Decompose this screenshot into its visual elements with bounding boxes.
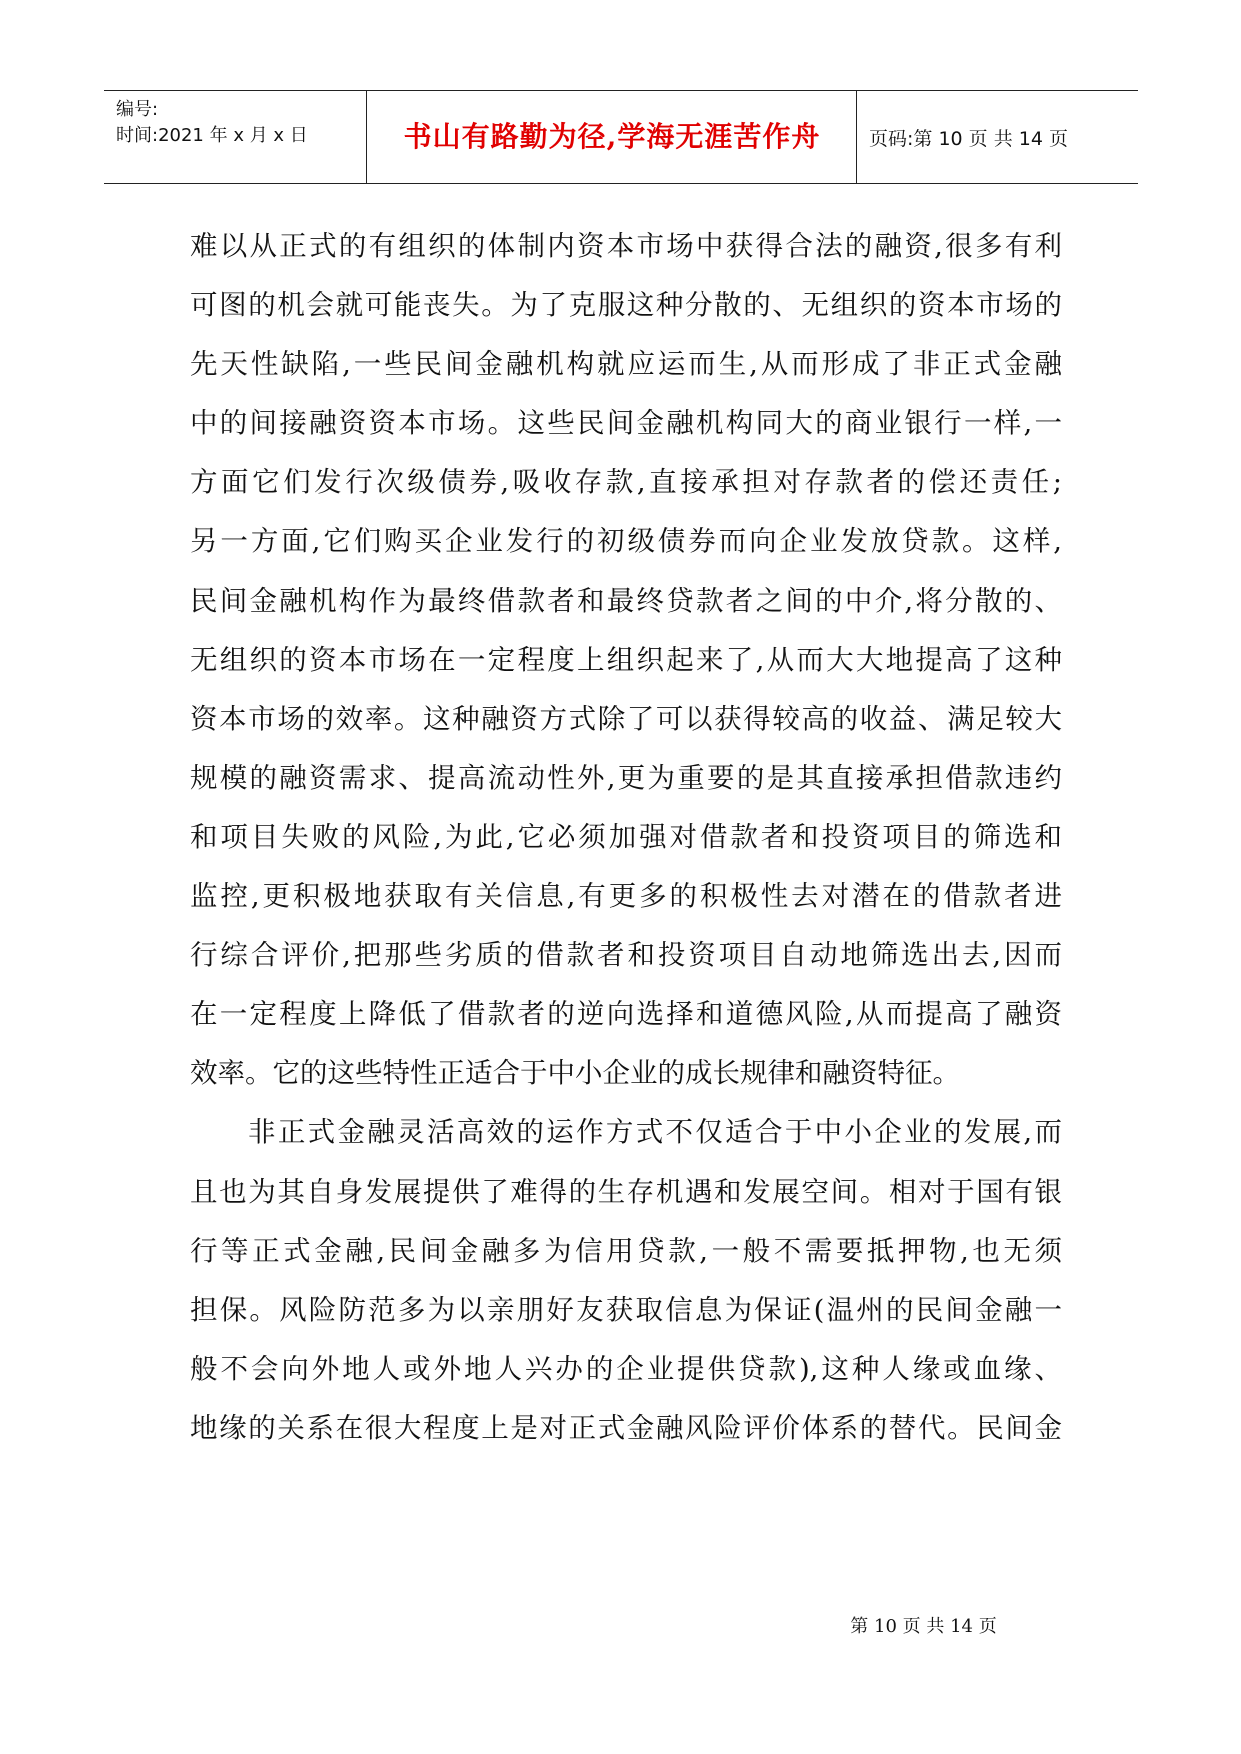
text-line: 资本市场的效率。这种融资方式除了可以获得较高的收益、满足较大 <box>190 702 1062 735</box>
header-motto-cell <box>367 91 857 183</box>
header-page-info: 页码:第 10 页 共 14 页 <box>869 128 1068 150</box>
text-line: 担保。风险防范多为以亲朋好友获取信息为保证(温州的民间金融一 <box>190 1293 1062 1326</box>
time-label: 时间:2021 年 x 月 x 日 <box>116 125 308 146</box>
document-body <box>190 217 1062 1458</box>
paragraph-2 <box>190 1103 1062 1458</box>
text-line: 和项目失败的风险,为此,它必须加强对借款者和投资项目的筛选和 <box>190 820 1062 853</box>
text-line: 无组织的资本市场在一定程度上组织起来了,从而大大地提高了这种 <box>190 643 1062 676</box>
text-line: 非正式金融灵活高效的运作方式不仅适合于中小企业的发展,而 <box>248 1116 1062 1149</box>
text-line: 规模的融资需求、提高流动性外,更为重要的是其直接承担借款违约 <box>190 761 1062 794</box>
text-line: 在一定程度上降低了借款者的逆向选择和道德风险,从而提高了融资 <box>190 998 1062 1031</box>
header-meta-cell <box>104 91 367 183</box>
text-line: 且也为其自身发展提供了难得的生存机遇和发展空间。相对于国有银 <box>190 1175 1062 1208</box>
serial-number-label: 编号: <box>116 99 159 120</box>
text-line: 中的间接融资资本市场。这些民间金融机构同大的商业银行一样,一 <box>190 407 1062 440</box>
text-line: 可图的机会就可能丧失。为了克服这种分散的、无组织的资本市场的 <box>190 289 1062 322</box>
text-line: 般不会向外地人或外地人兴办的企业提供贷款),这种人缘或血缘、 <box>190 1352 1062 1385</box>
page-footer <box>0 1612 1241 1638</box>
text-line: 行综合评价,把那些劣质的借款者和投资项目自动地筛选出去,因而 <box>190 939 1062 972</box>
text-line: 难以从正式的有组织的体制内资本市场中获得合法的融资,很多有利 <box>190 230 1062 262</box>
header-page-cell <box>857 91 1138 183</box>
text-line: 地缘的关系在很大程度上是对正式金融风险评价体系的替代。民间金 <box>190 1411 1062 1444</box>
text-line: 另一方面,它们购买企业发行的初级债券而向企业发放贷款。这样, <box>190 525 1062 558</box>
page-header <box>104 90 1138 184</box>
header-motto: 书山有路勤为径,学海无涯苦作舟 <box>403 120 821 153</box>
footer-page-number: 第 10 页 共 14 页 <box>850 1616 997 1637</box>
text-line: 先天性缺陷,一些民间金融机构就应运而生,从而形成了非正式金融 <box>190 348 1062 381</box>
text-line: 方面它们发行次级债券,吸收存款,直接承担对存款者的偿还责任; <box>190 466 1062 499</box>
text-line: 行等正式金融,民间金融多为信用贷款,一般不需要抵押物,也无须 <box>190 1234 1062 1267</box>
text-line: 民间金融机构作为最终借款者和最终贷款者之间的中介,将分散的、 <box>190 584 1062 617</box>
paragraph-1 <box>190 217 1062 1103</box>
text-line: 监控,更积极地获取有关信息,有更多的积极性去对潜在的借款者进 <box>190 880 1062 913</box>
text-line: 效率。它的这些特性正适合于中小企业的成长规律和融资特征。 <box>190 1057 960 1090</box>
